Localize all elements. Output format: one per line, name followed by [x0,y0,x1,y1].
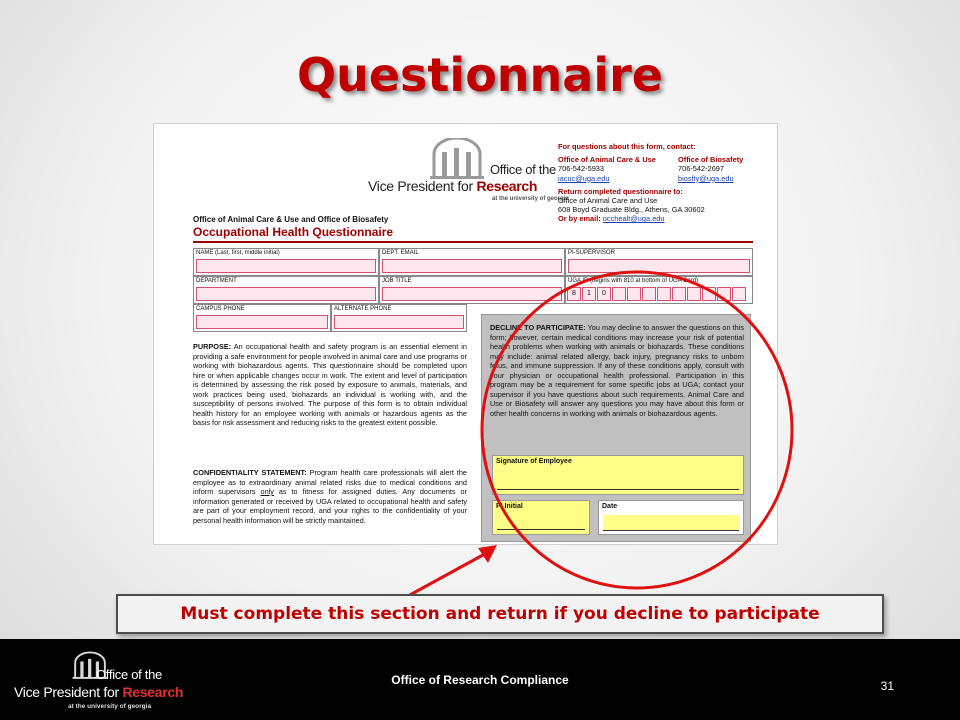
page-number: 31 [880,679,894,693]
slide-title: Questionnaire [297,48,663,102]
employee-signature-field[interactable]: Signature of Employee [492,455,744,495]
decline-section [481,314,751,542]
logo-line2: Vice President for Research [368,178,538,194]
return-address: 608 Boyd Graduate Bldg., Athens, GA 30602 [558,205,705,215]
pointer-arrow-shaft [408,550,492,596]
footer-logo: Office of the Vice President for Research at the university of georgia [14,647,174,715]
department-field[interactable]: DEPARTMENT [193,276,379,304]
campus-phone-field[interactable]: CAMPUS PHONE [193,304,331,332]
uga-id-cells[interactable]: 8 1 0 [567,287,747,301]
return-office: Office of Animal Care and Use [558,196,658,206]
logo-line1: Office of the [490,162,556,177]
questionnaire-form-image [153,123,778,545]
footer-bar [0,639,960,720]
decline-paragraph: DECLINE TO PARTICIPATE: You may decline to answer the questions on this form; however, certain medical conditions may increase your risk of potential health problems when working with animals or biohazards. These conditions may include: animal related allergy, back injury, pregnancy risks to unborn fetus, and immune suppression. If any of these conditions apply, consult with your physician or occupational health professional. Participation in this program may be a requirement for some specific jobs at UGA; contact your supervisor if you have questions about such requirements. Animal Care and Use or Biosafety will answer any questions you may have about this form or other health concerns in working with animals or biohazardous agents. [490,323,744,418]
pi-supervisor-field[interactable]: PI-SUPERVISOR [565,248,753,276]
arch-pillars-icon [426,138,488,180]
purpose-paragraph: PURPOSE: An occupational health and safety program is an essential element in providing a safe environment for people involved in animal care and use programs or working with biohazardous agents. This questionnaire should be completed upon hire or when applicable changes occur in work. The extent and level of participation is determined by assessing the risk posed by exposure to animals, materials, and work practices being used, biohazards an individual is working with, and the susceptibility of persons involved. The purpose of this form is to obtain individual health history for an employee working with animals or hazardous agents as the basis for risk assessment and reducing risks to the greatest extent possible. [193,342,467,427]
iacuc-email-link[interactable]: iacuc@uga.edu [558,173,610,183]
occhealt-email-link[interactable]: occhealt@uga.edu [602,214,665,224]
callout-box: Must complete this section and return if you decline to participate [116,594,884,634]
job-title-field[interactable]: JOB TITLE [379,276,565,304]
form-org: Office of Animal Care & Use and Office of Biosafety [193,215,389,224]
pointer-arrow-head [478,545,497,563]
dept-email-field[interactable]: DEPT. EMAIL [379,248,565,276]
date-field[interactable]: Date [598,500,744,535]
form-name: Occupational Health Questionnaire [193,225,394,239]
name-field[interactable]: NAME (Last, first, middle initial) [193,248,379,276]
return-email: Or by email: occhealt@uga.edu [558,214,665,224]
footer-org-name: Office of Research Compliance [391,673,569,687]
contact-animal-care: Office of Animal Care & Use 706-542-5933 iacuc@uga.edu [558,155,678,183]
confidentiality-paragraph: CONFIDENTIALITY STATEMENT: Program health care professionals will alert the employee as to extraordinary animal related risks due to medical conditions and inform supervisors only as to fitness for assigned duties. Any documents or information generated or received by UGA related to occupational health and safety are part of your employment record, and your rights to the confidentiality of your personal health information will be strictly maintained. [193,468,468,525]
title-rule [193,241,753,243]
pi-initial-field[interactable]: PI Initial [492,500,590,535]
logo-line3: at the university of georgia [492,196,569,202]
ovpr-logo [364,138,569,202]
contact-biosafety: Office of Biosafety 706-542-2697 biosfty@uga.edu [678,155,773,183]
biosafety-email-link[interactable]: biosfty@uga.edu [678,173,734,183]
uga-id-field[interactable]: UGA ID (begins with 810 at bottom of UGA Card) [565,276,753,304]
return-heading: Return completed questionnaire to: [558,186,683,196]
contact-block [558,142,773,224]
contact-heading: For questions about this form, contact: [558,142,696,151]
alternate-phone-field[interactable]: ALTERNATE PHONE [331,304,467,332]
